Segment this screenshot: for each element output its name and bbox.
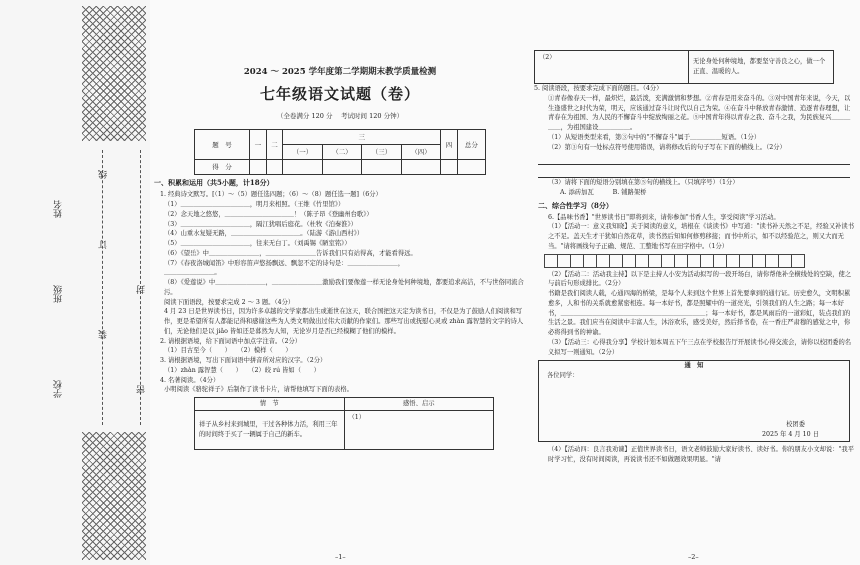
card-header-insight: 感悟、启示 [344,398,494,411]
question-5-passage: ①青春像春天一样，最炽烂，最活泼，充满激情和梦想。②青春是用来奋斗的。③对中国青年来说，今天，以生逢盛世之时代为荣，明天，应该通过奋斗让时代以自己为荣。④在奋斗中释放青春激情、追逐青春理想，让青春在为祖国、为人民的不懈奋斗中绽放绚丽之花。⑤中国青年得以青春之我、奋斗之我，为民族复兴＿＿＿＿＿，为祖国建设＿＿＿＿＿。 [548,94,851,131]
notice-box[interactable] [538,360,850,442]
activity-3: （3）【活动三：心得我分享】学校计划本周五下午三点在学校报告厅开展读书心得交流会，请你以校团委的名义拟写一则通知。（2分） [548,338,852,356]
recite-line: （6）《望岳》中＿＿＿＿＿＿＿＿，＿＿＿＿＿＿＿＿告诉我们只有站得高，才能看得远。 [164,249,417,257]
seal-line [102,150,103,425]
recite-line: （3）＿＿＿＿＿＿＿＿＿＿＿，隔江犹唱后庭花。（杜牧《泊秦淮》） [164,220,357,228]
notice-date: 2025 年 4 月 10 日 [762,430,819,438]
seal-char: 装 [99,330,109,339]
seal-char: 线 [99,170,109,179]
activity-2: （2）【活动二：活动我主持】以下是主持人小安为活动拟写的一段开场白，请你帮他补全横线处的空缺，使之与前后句形成排比。（2分） [548,270,852,288]
section-1-heading: 一、积累和运用（共5小题，计18分） [154,178,274,188]
score-sub: （四） [401,145,440,160]
question-5-3: （3）请将下面的短语分别填在第⑤句的横线上。（只填序号）（1分） [548,179,739,187]
card-continuation-table [534,50,834,84]
score-col: 四 [441,130,458,160]
activity-4: （4）【活动四：良言我劝谏】正值世界读书日，语文老师鼓励大家好读书、读好书。你的朋友小文却说："我平时学习忙，没有时间阅读，再说读书还不如做题效果明显。"请 [548,446,855,464]
recite-line: （2）念天地之悠悠，＿＿＿＿＿＿＿＿＿＿＿！（陈子昂《登幽州台歌》） [164,210,373,218]
card-plot-text: 祥子从乡村来到城里，干过各种体力活，利用三年的时间终于买了一辆属于自己的新车。 [195,410,345,449]
exam-subtitle: （全卷满分 120 分 考试时间 120 分钟） [276,112,404,121]
card-answer-field-2[interactable]: （2） [535,51,689,84]
card-insight-text: 无论身处何种境地，都要坚守善良之心，做一个正直、温暖的人。 [689,51,834,84]
recite-line: （4）山重水复疑无路，＿＿＿＿＿＿＿＿＿＿＿。（陆游《游山西村》） [164,230,364,238]
recite-line: ＿＿＿＿＿＿＿＿。 [164,269,221,277]
score-sub: （三） [362,145,401,160]
question-2: 2. 请根据语境，给下面词语中加点字注音。（2分） [160,337,302,345]
hatched-block-bottom [82,432,146,560]
question-3: 3. 请根据语境，写出下面词语中拼音所对应的汉字。（2分） [160,357,327,365]
exam-main-title: 七年级语文试题（卷） [259,85,420,104]
question-6: 6.【品味书香】"世界读书日"即将到来，请你参加"书香人生，享受阅读"学习活动。 [548,213,780,221]
page-2 [534,0,854,465]
recite-line: （1）＿＿＿＿＿＿＿＿＿＿＿，明月来相照。（王维《竹里馆》） [164,201,345,209]
score-sub: （一） [283,145,322,160]
exam-year-title: 2024 ～ 2025 学年度第二学期期末教学质量检测 [243,67,437,77]
page-1 [150,0,530,450]
question-5-3-options: A. 添砖加瓦 B. 铺路架桥 [560,189,647,196]
answer-line[interactable] [538,152,850,165]
answer-line[interactable] [538,165,850,178]
reading-instruction: 阅读下面语段，按要求完成 2 ～ 3 题。（4分） [164,298,295,306]
activity-2-passage: 书籍是我们阅读人载，心通四海的桥梁，是每个人来到这个世界上首先要拿到的通行证。历史愈久，文明积累愈多，人和书的关系就愈紧密相连。每一本好书，都是照耀中的一道亮光，引领我们的人生之路；每一本好书，＿＿＿＿＿＿＿＿＿＿＿＿＿＿＿＿＿＿＿＿＿＿＿；每一本好书，都是风雨后的一道彩虹，装点我们的生活之景。我们应当在阅读中丰富人生，沐浴欢乐，感受美好，然后择书卷，在一香庄严肃穆的感觉之中，你必将得到书的神谕。 [548,290,851,337]
recite-line: （8）《爱莲说》中＿＿＿＿＿＿＿＿，＿＿＿＿＿＿＿＿激励我们要像莲一样无论身处何种境地，都要追求高洁，不与世俗同流合污。 [164,279,524,296]
recite-line: （7）《春夜洛城闻笛》中形容笛声悠扬飘远、飘忽不定的诗句是：＿＿＿＿＿＿＿＿， [164,259,405,267]
page-number-2: –2– [688,553,699,561]
binding-strip [0,0,150,565]
card-answer-field[interactable]: （1） [344,410,494,449]
question-5-1: （1）从短语类型来看，第③句中的"不懈奋斗"属于＿＿＿＿＿短语。（1分） [548,133,761,141]
score-cell[interactable] [441,160,458,175]
seal-char: 订 [99,240,109,249]
score-col: 二 [266,130,283,160]
seal-char: 封 [137,285,147,294]
score-sub: （二） [322,145,361,160]
recite-line: （5）＿＿＿＿＿＿＿＿＿＿＿，往来无白丁。（刘禹锡《陋室铭》） [164,240,351,248]
score-col: 三 [283,130,441,145]
question-5: 5. 阅读语段，按要求完成下面的题目。（4分） [534,85,663,92]
score-cell[interactable] [250,160,267,175]
score-cell[interactable] [266,160,283,175]
card-header-plot: 情 节 [195,398,345,411]
score-total: 总分 [457,130,485,160]
score-row-label: 得 分 [195,160,250,175]
score-cell[interactable] [362,160,401,175]
school-label: 学校 [54,380,64,398]
question-3-items: （1）zhàn 露智慧（ ） （2）皎 rú 皆如（ ） [164,366,320,374]
section-2-heading: 二、综合性学习（8分） [538,200,613,210]
score-cell[interactable] [401,160,440,175]
notice-title: 通 知 [684,362,704,370]
question-2-items: （1）目古至今（ ） （2）模样（ ） [164,347,292,355]
page-number-1: –1– [335,553,346,561]
activity-1: （1）【活动一：意义我知晓】关于阅读的意义，培根在《谈读书》中写道："读书补天然之不足，经验又补读书之不足。盖天生才干犹如自然花草，读书然后知如何修剪移接；而书中所示，如不以经验范之，则又大而无当。"请将画线句子正确、规范、工整地书写在田字格中。（1分） [548,223,855,250]
question-1: 1. 经典诗文默写。[（1）～（5）题任选四题；（6）～（8）题任选一题]（6分） [160,191,382,199]
score-cell[interactable] [457,160,485,175]
hatched-block-top [82,6,146,141]
score-col: 一 [250,130,267,160]
score-cell[interactable] [283,160,322,175]
question-4: 4. 名著阅读。（4分） [160,376,220,384]
tianzige-grid[interactable] [544,254,854,268]
seal-char: 密 [137,385,147,394]
question-5-2: （2）第③句有一处标点符号使用错误，请将修改后的句子写在下面的横线上。（2分） [548,143,786,151]
name-label: 姓名 [54,200,64,218]
reading-passage: 4 月 23 日是世界读书日，因为许多卓越的文学家都出生或逝世在这天，联合国把这天定为读书日，不仅是为了鼓励人们阅读和写作，更是希望所有人都能记得和感谢这些为人类文明做出过伟大贡献的作家们。那些写出或抚慰心灵或 zhàn 露智慧的文字的诗人们，无论他们是以 jiǎo 皆如还是暮然为人知，无论岁月是否已经模糊了他们的模样。 [164,308,524,335]
score-cell[interactable] [322,160,361,175]
score-table [194,129,486,175]
class-label: 班级 [54,285,64,303]
notice-signature: 校团委 [786,420,805,428]
notice-greeting: 各位同学： [547,372,579,380]
reading-card-table [194,397,494,450]
score-header: 题 号 [195,130,250,160]
question-4-instruction: 小明阅读《骆驼祥子》后制作了读书卡片，请帮他填写下面的表格。 [164,386,353,394]
